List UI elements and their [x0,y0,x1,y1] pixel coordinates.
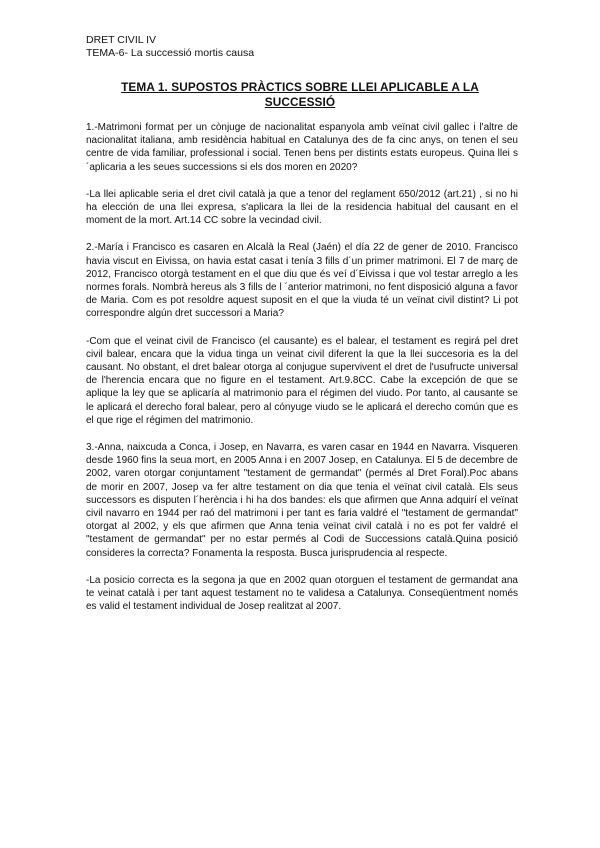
question-2: 2.-María i Francisco es casaren en Alcalà la Real (Jaén) el día 22 de gener de 2010. Francisco havia viscut en Eivissa, on havia estat casat i tenía 3 fills d´un primer matrimoni. El 7 de març de 2012, Francisco otorgà testament en el que diu que és veí d´Eivissa i que vol testar arreglo a les normes forals. Nombrà hereus als 3 fills de l ´anterior matrimoni, no fent disposició alguna a favor de Maria. Com es pot resoldre aquest suposit en el que la viuda té un veïnat civil distint? Li pot correspondre algún dret successori a Maria? [86,242,518,320]
topic-name: TEMA-6- La successió mortis causa [86,47,255,59]
answer-3: -La posicio correcta es la segona ja que en 2002 quan otorguen el testament de germandat ana te veinat català i per tant aquest testament no te validesa a Catalunya. Conseqüentment només es valid el testament individual de Josep realitzat al 2007. [86,574,518,613]
question-3: 3.-Anna, naixcuda a Conca, i Josep, en Navarra, es varen casar en 1944 en Navarra. Visqueren desde 1960 fins la seua mort, en 2005 Anna i en 2007 Josep, en Catalunya. El 5 de decembre de 2002, varen otorgar conjuntament "testament de germandat" (permés al Dret Foral).Poc abans de morir en 2007, Josep va fer altre testament on dia que tenia el veïnat civil català. Els seus successors es disputen l´herència i hi ha dos bandes: els que afirmen que Anna adquirí el veïnat civil navarro en 1944 per raó del matrimoni i per tant es faria valdré el "testament de germandat" otorgat al 2002, y els que afirmen que Anna tenia veïnat civil català i no es pot fer valdré el "testament de germandat" per no estar permés al Codi de Successions català.Quina posició consideres la correcta? Fonamenta la resposta. Busca jurisprudencia al respecte. [86,442,518,559]
page-title [90,80,510,110]
question-1: 1.-Matrimoni format per un cònjuge de nacionalitat espanyola amb veïnat civil gallec i l'altre de nacionalitat italiana, amb residència habitual en Catalunya des de fa cinc anys, on tenen el seu centre de vida familiar, professional i social. Tenen bens per distints estats europeus. Quina llei s´aplicaria a les seues successions si els dos moren en 2020? [86,122,518,173]
course-name: DRET CIVIL IV [86,34,157,46]
answer-2: -Com que el veinat civil de Francisco (el causante) es el balear, el testament es regirá pel dret civil balear, encara que la vidua tinga un veinat civil diferent la que la llei succesoria es la del causant. No obstant, el dret balear otorga al conjugue supervivent el dret de l'usufructe universal de l'herencia encara que no figure en el testament. Art.9.8CC. Cabe la excepción de que se aplique la ley que se aplicaría al matrimonio para el régimen del viudo. Por tanto, al causante se le aplicará el derecho foral balear, pero al cónyuge viudo se le aplicará el derecho común que es el que rige el régimen del matrimonio. [86,335,518,426]
document-header [86,34,254,60]
title-line-2: SUCCESSIÓ [264,95,336,109]
document-body [86,121,518,628]
answer-1: -La llei aplicable seria el dret civil català ja que a tenor del reglament 650/2012 (art.21) , si no hi ha elección de una llei expresa, s'aplicara la llei de la residencia habitual del causant en el moment de la mort. Art.14 CC sobre la vecindad civil. [86,188,518,227]
title-line-1: TEMA 1. SUPOSTOS PRÀCTICS SOBRE LLEI APLICABLE A LA [121,80,479,94]
